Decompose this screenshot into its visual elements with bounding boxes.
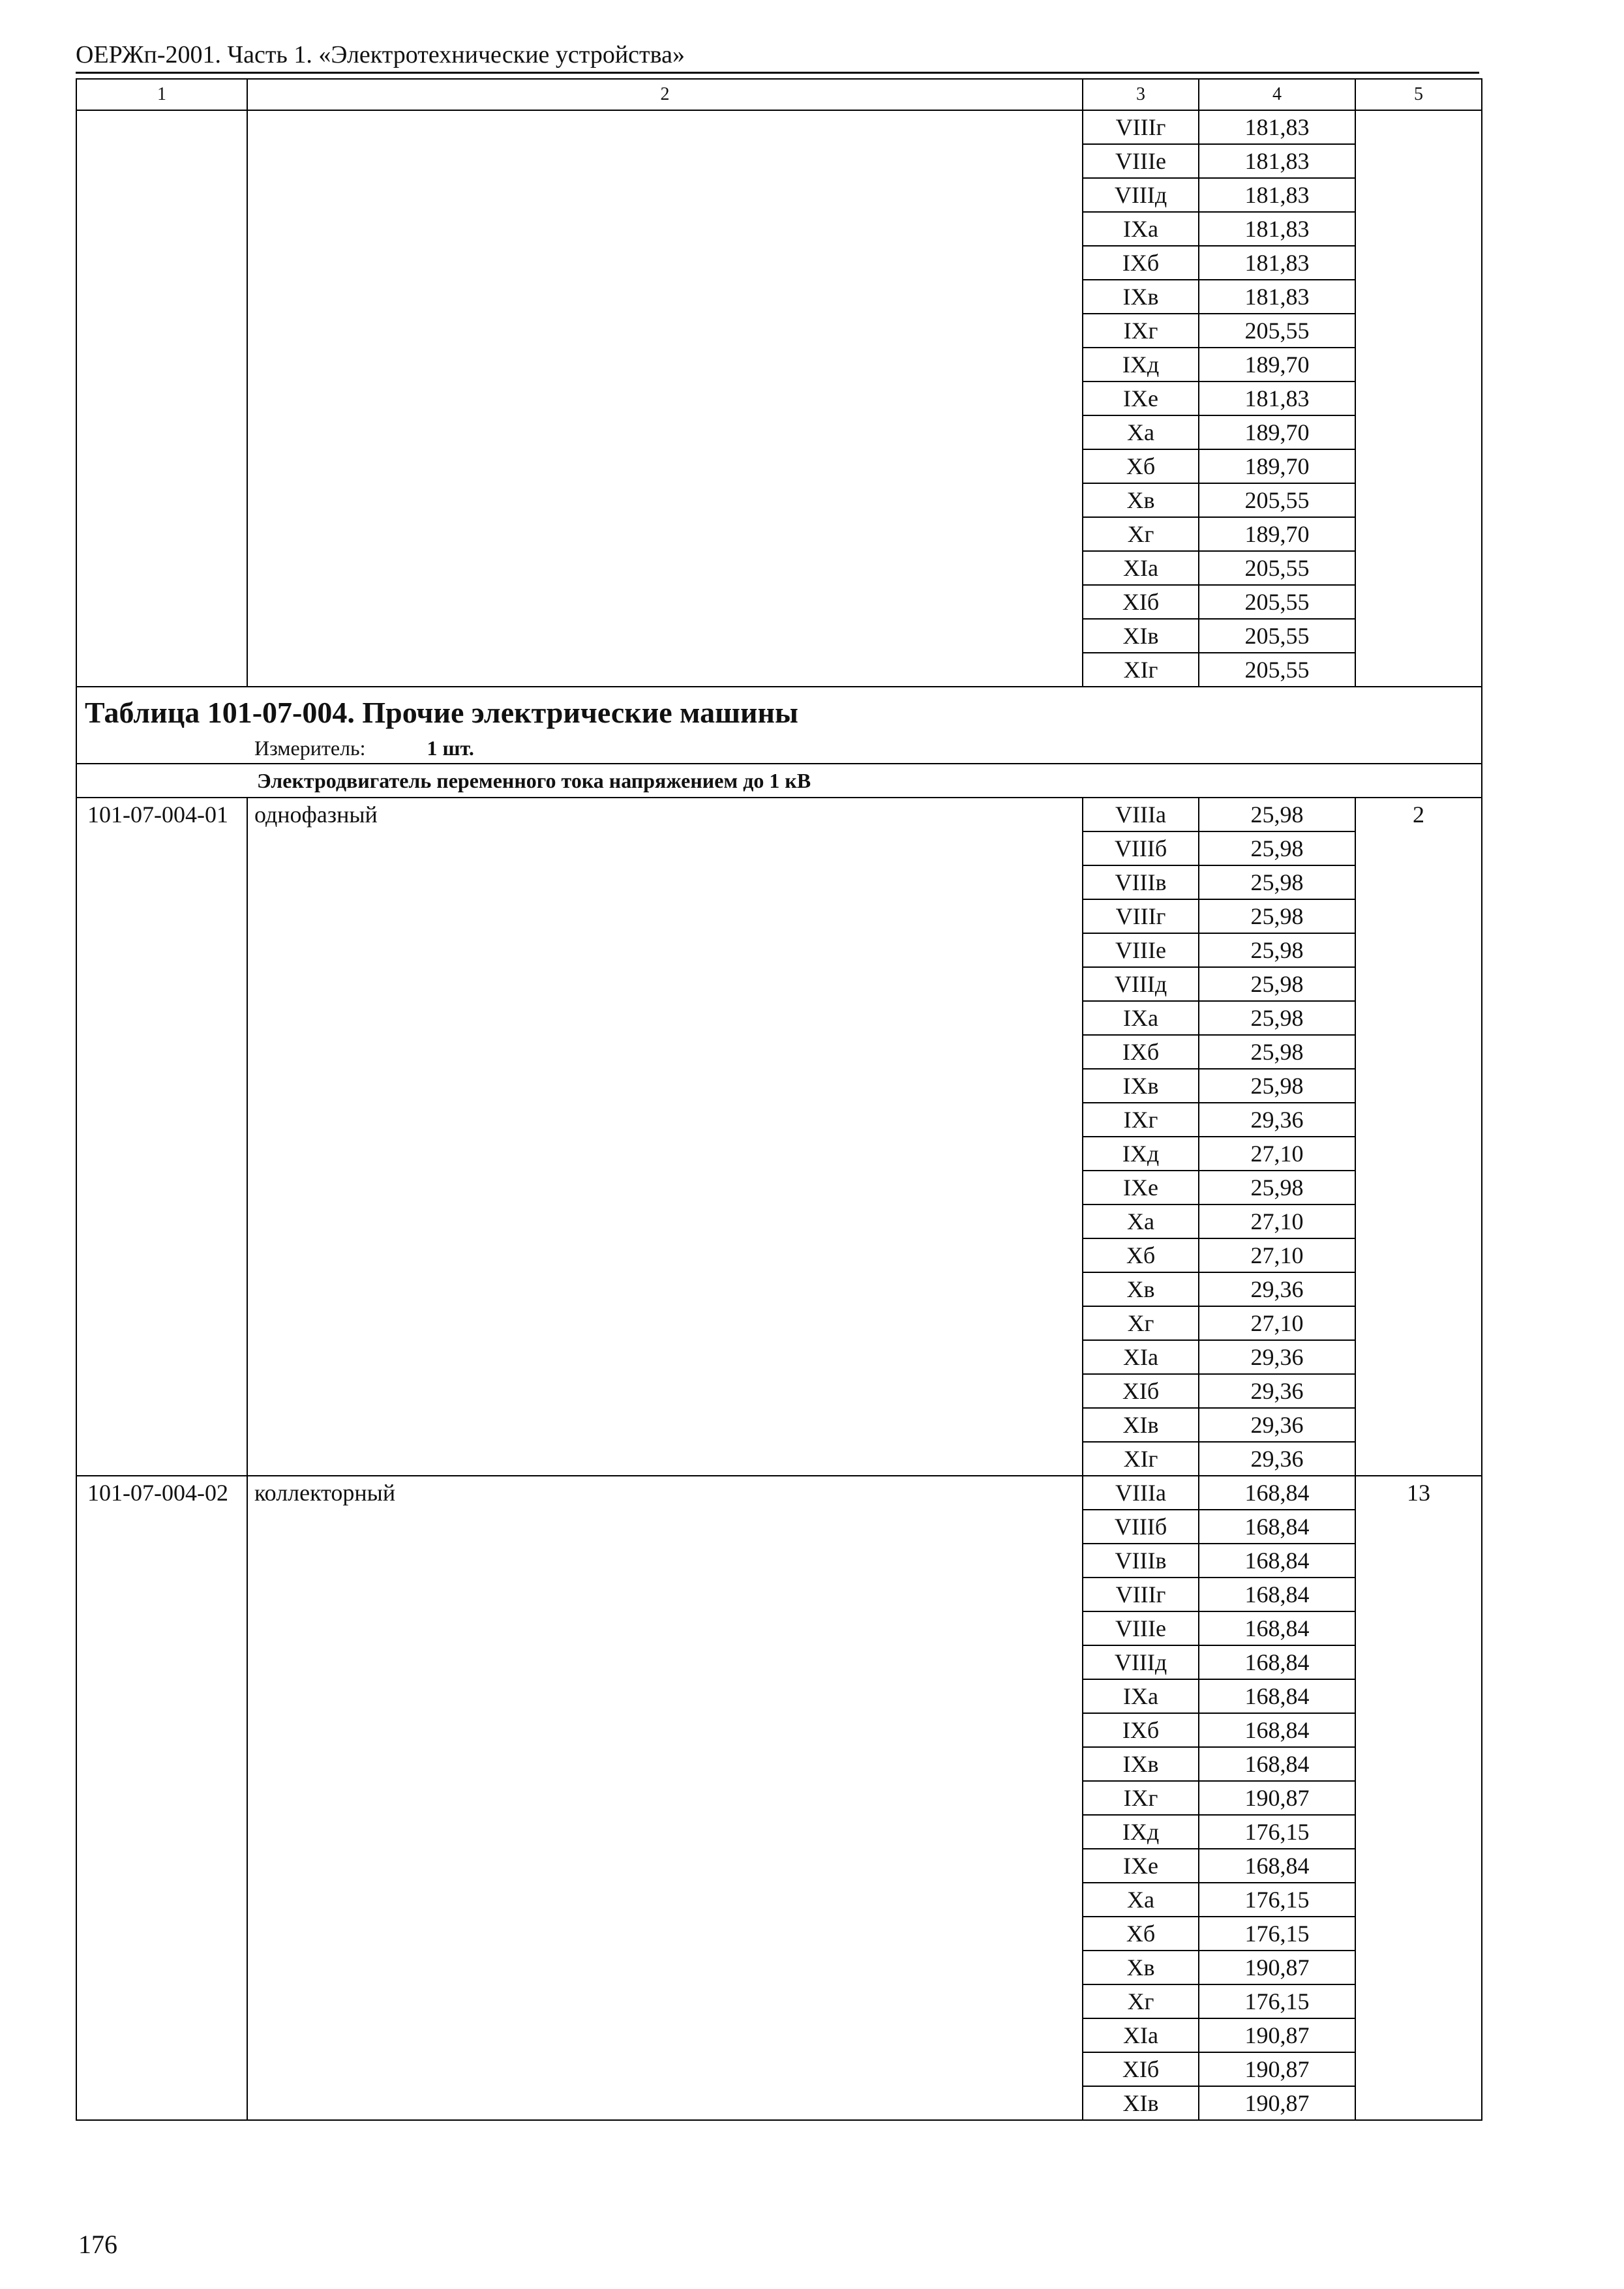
value-cell: 181,83 [1199,246,1355,280]
zone-cell: VIIIе [1083,933,1199,967]
zone-cell: IXе [1083,1171,1199,1204]
value-cell: 27,10 [1199,1238,1355,1272]
value-cell: 168,84 [1199,1645,1355,1679]
value-cell: 168,84 [1199,1849,1355,1883]
value-cell: 29,36 [1199,1340,1355,1374]
zone-cell: XIв [1083,2086,1199,2120]
value-cell: 168,84 [1199,1510,1355,1544]
value-cell: 190,87 [1199,2086,1355,2120]
column-number-row [76,79,1482,110]
zone-cell: Xв [1083,483,1199,517]
zone-cell: IXд [1083,1815,1199,1849]
zone-cell: IXд [1083,1137,1199,1171]
value-cell: 205,55 [1199,483,1355,517]
table-row [76,1476,1482,1510]
item-col5: 13 [1355,1476,1482,2120]
value-cell: 25,98 [1199,967,1355,1001]
zone-cell: Xб [1083,1917,1199,1951]
table-subtitle-row [76,764,1482,798]
value-cell: 29,36 [1199,1408,1355,1442]
col5-cell [1355,110,1482,687]
value-cell: 176,15 [1199,1883,1355,1917]
value-cell: 29,36 [1199,1272,1355,1306]
zone-cell: IXг [1083,1781,1199,1815]
value-cell: 168,84 [1199,1544,1355,1578]
page-header: ОЕРЖп-2001. Часть 1. «Электротехнические устройства» [76,41,685,68]
zone-cell: VIIIв [1083,1544,1199,1578]
value-cell: 189,70 [1199,348,1355,382]
column-number: 5 [1355,79,1482,110]
value-cell: 181,83 [1199,382,1355,415]
zone-cell: VIIIг [1083,110,1199,144]
zone-cell: IXв [1083,1747,1199,1781]
value-cell: 25,98 [1199,831,1355,865]
value-cell: 205,55 [1199,585,1355,619]
value-cell: 168,84 [1199,1578,1355,1611]
column-number: 2 [247,79,1083,110]
value-cell: 190,87 [1199,2052,1355,2086]
header-rule [76,72,1479,74]
item-col5: 2 [1355,798,1482,1476]
zone-cell: Xб [1083,449,1199,483]
zone-cell: IXб [1083,1713,1199,1747]
column-number: 4 [1199,79,1355,110]
value-cell: 189,70 [1199,415,1355,449]
zone-cell: VIIIа [1083,1476,1199,1510]
zone-cell: VIIIд [1083,178,1199,212]
value-cell: 181,83 [1199,110,1355,144]
value-cell: 25,98 [1199,933,1355,967]
zone-cell: IXв [1083,1069,1199,1103]
zone-cell: XIб [1083,585,1199,619]
zone-cell: Xг [1083,1984,1199,2018]
zone-cell: Xа [1083,1204,1199,1238]
value-cell: 176,15 [1199,1815,1355,1849]
zone-cell: Xг [1083,517,1199,551]
meter-line [254,736,1481,760]
table-title-row [76,687,1482,764]
zone-cell: IXб [1083,1035,1199,1069]
zone-cell: VIIIг [1083,1578,1199,1611]
value-cell: 181,83 [1199,212,1355,246]
zone-cell: Xа [1083,415,1199,449]
zone-cell: IXд [1083,348,1199,382]
zone-cell: Xв [1083,1951,1199,1984]
zone-cell: VIIIв [1083,865,1199,899]
table-row [76,110,1482,144]
value-cell: 168,84 [1199,1747,1355,1781]
value-cell: 176,15 [1199,1917,1355,1951]
value-cell: 27,10 [1199,1204,1355,1238]
value-cell: 25,98 [1199,865,1355,899]
zone-cell: IXв [1083,280,1199,314]
name-cell [247,110,1083,687]
zone-cell: IXб [1083,246,1199,280]
zone-cell: IXе [1083,382,1199,415]
item-name: однофазный [247,798,1083,1476]
zone-cell: VIIIа [1083,798,1199,831]
value-cell: 25,98 [1199,899,1355,933]
column-number: 1 [76,79,247,110]
value-cell: 29,36 [1199,1103,1355,1137]
item-code: 101-07-004-02 [76,1476,247,2120]
zone-cell: IXа [1083,1001,1199,1035]
item-code: 101-07-004-01 [76,798,247,1476]
zone-cell: XIг [1083,1442,1199,1476]
zone-cell: XIб [1083,1374,1199,1408]
zone-cell: XIв [1083,619,1199,653]
value-cell: 27,10 [1199,1306,1355,1340]
zone-cell: VIIIе [1083,144,1199,178]
zone-cell: IXг [1083,1103,1199,1137]
value-cell: 190,87 [1199,1781,1355,1815]
value-cell: 25,98 [1199,1035,1355,1069]
value-cell: 189,70 [1199,517,1355,551]
zone-cell: XIа [1083,1340,1199,1374]
zone-cell: XIв [1083,1408,1199,1442]
table-title-cell [76,687,1482,764]
rates-table [76,78,1482,2121]
value-cell: 168,84 [1199,1476,1355,1510]
value-cell: 190,87 [1199,2018,1355,2052]
zone-cell: XIа [1083,551,1199,585]
zone-cell: IXа [1083,212,1199,246]
zone-cell: VIIIг [1083,899,1199,933]
page-number: 176 [78,2230,117,2259]
zone-cell: Xг [1083,1306,1199,1340]
value-cell: 29,36 [1199,1442,1355,1476]
zone-cell: IXа [1083,1679,1199,1713]
code-cell [76,110,247,687]
value-cell: 181,83 [1199,178,1355,212]
zone-cell: XIа [1083,2018,1199,2052]
zone-cell: VIIIд [1083,967,1199,1001]
table-subtitle: Электродвигатель переменного тока напряжением до 1 кВ [76,764,1482,798]
item-name: коллекторный [247,1476,1083,2120]
value-cell: 168,84 [1199,1611,1355,1645]
value-cell: 181,83 [1199,144,1355,178]
meter-value: 1 шт. [427,736,474,760]
zone-cell: XIб [1083,2052,1199,2086]
zone-cell: XIг [1083,653,1199,687]
meter-label: Измеритель: [254,736,366,760]
zone-cell: VIIIб [1083,1510,1199,1544]
value-cell: 205,55 [1199,314,1355,348]
value-cell: 25,98 [1199,798,1355,831]
table-title: Таблица 101-07-004. Прочие электрические машины [85,696,798,729]
value-cell: 205,55 [1199,619,1355,653]
value-cell: 25,98 [1199,1001,1355,1035]
value-cell: 176,15 [1199,1984,1355,2018]
value-cell: 189,70 [1199,449,1355,483]
value-cell: 25,98 [1199,1069,1355,1103]
table-row [76,798,1482,831]
value-cell: 181,83 [1199,280,1355,314]
zone-cell: IXе [1083,1849,1199,1883]
value-cell: 25,98 [1199,1171,1355,1204]
zone-cell: VIIIд [1083,1645,1199,1679]
zone-cell: Xа [1083,1883,1199,1917]
zone-cell: Xб [1083,1238,1199,1272]
value-cell: 168,84 [1199,1713,1355,1747]
value-cell: 29,36 [1199,1374,1355,1408]
value-cell: 205,55 [1199,551,1355,585]
zone-cell: Xв [1083,1272,1199,1306]
zone-cell: VIIIб [1083,831,1199,865]
value-cell: 168,84 [1199,1679,1355,1713]
column-number: 3 [1083,79,1199,110]
zone-cell: VIIIе [1083,1611,1199,1645]
value-cell: 205,55 [1199,653,1355,687]
value-cell: 190,87 [1199,1951,1355,1984]
value-cell: 27,10 [1199,1137,1355,1171]
zone-cell: IXг [1083,314,1199,348]
